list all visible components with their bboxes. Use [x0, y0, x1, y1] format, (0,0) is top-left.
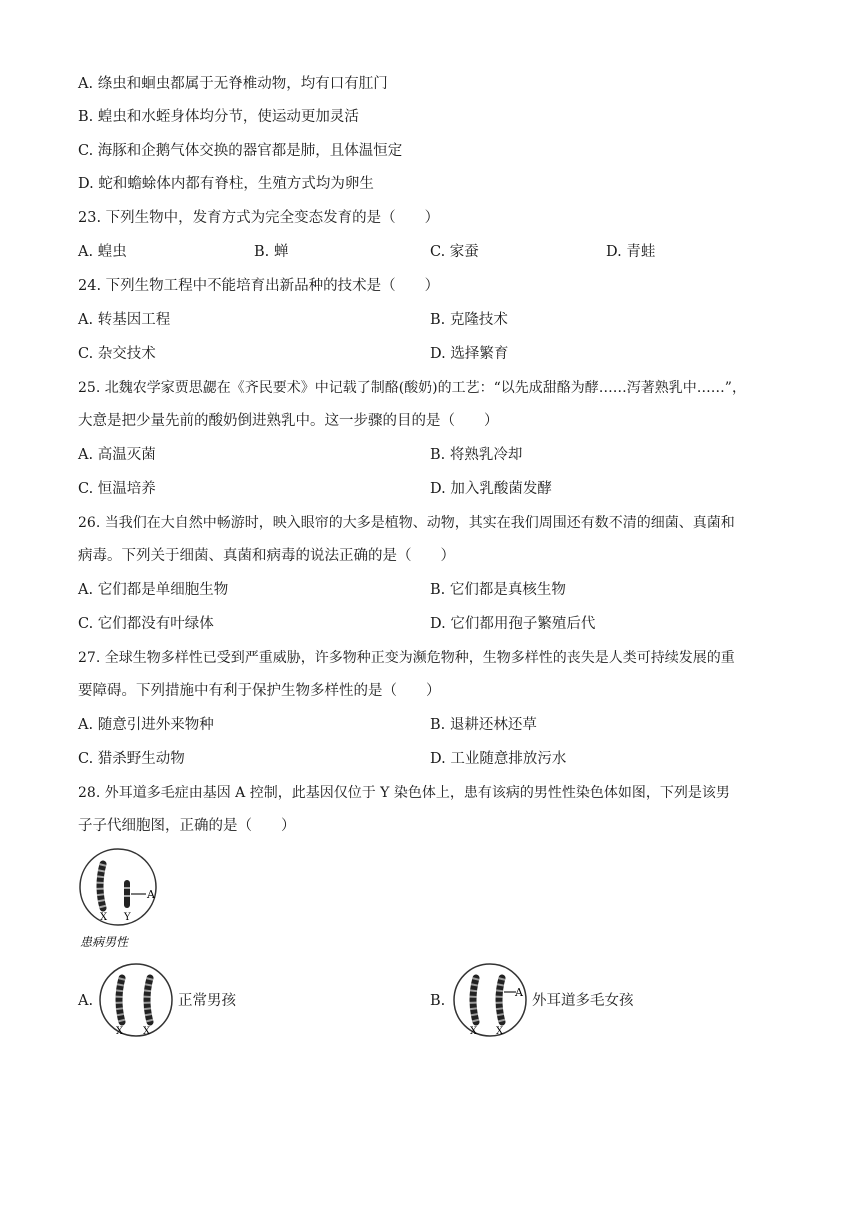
x-chromosome	[100, 864, 103, 908]
q22-option-b: B. 蝗虫和水蛭身体均分节，使运动更加灵活	[78, 109, 359, 125]
cell-outline	[80, 849, 156, 925]
q26-option-d: D. 它们都用孢子繁殖后代	[430, 616, 596, 632]
q28-stem-line2: 子子代细胞图，正确的是（ ）	[78, 818, 296, 834]
q26-stem-line2: 病毒。下列关于细菌、真菌和病毒的说法正确的是（ ）	[78, 548, 455, 564]
q24-option-c: C. 杂交技术	[78, 346, 156, 362]
q28-option-a-letter: A.	[78, 993, 94, 1009]
y-chromosome	[124, 880, 130, 908]
q26-option-a: A. 它们都是单细胞生物	[78, 582, 229, 598]
gene-label: A	[515, 986, 523, 999]
option-a-cell-figure	[98, 962, 178, 1042]
q28-option-b-label: 外耳道多毛女孩	[532, 993, 634, 1009]
q26-stem-line1: 26. 当我们在大自然中畅游时，映入眼帘的大多是植物、动物，其实在我们周围还有数不清的细菌、真菌和	[78, 515, 735, 531]
q28-stem-line1: 28. 外耳道多毛症由基因 A 控制，此基因仅位于 Y 染色体上，患有该病的男性性染色体如图，下列是该男	[78, 785, 730, 801]
q22-option-c: C. 海豚和企鹅气体交换的器官都是肺，且体温恒定	[78, 143, 403, 159]
q26-option-b: B. 它们都是真核生物	[430, 582, 566, 598]
q28-option-b-letter: B.	[430, 993, 446, 1009]
q27-option-b: B. 退耕还林还草	[430, 717, 537, 733]
q27-option-d: D. 工业随意排放污水	[430, 751, 567, 767]
cell-outline	[100, 964, 172, 1036]
affected-male-cell-figure	[78, 846, 164, 952]
q24-option-b: B. 克隆技术	[430, 312, 508, 328]
q25-option-d: D. 加入乳酸菌发酵	[430, 481, 552, 497]
q23-stem: 23. 下列生物中，发育方式为完全变态发育的是（ ）	[78, 210, 440, 226]
q26-option-c: C. 它们都没有叶绿体	[78, 616, 214, 632]
option-b-cell-figure	[452, 962, 532, 1042]
q22-option-a: A. 绦虫和蛔虫都属于无脊椎动物，均有口有肛门	[78, 76, 388, 92]
q24-stem: 24. 下列生物工程中不能培育出新品种的技术是（ ）	[78, 278, 440, 294]
q27-option-a: A. 随意引进外来物种	[78, 717, 214, 733]
figure-caption: 患病男性	[80, 935, 129, 949]
chromosome-label-x: X	[100, 912, 108, 923]
q27-stem-line2: 要障碍。下列措施中有利于保护生物多样性的是（ ）	[78, 683, 441, 699]
q24-option-d: D. 选择繁育	[430, 346, 509, 362]
chromosome-label-x2: X	[143, 1026, 151, 1037]
q25-option-b: B. 将熟乳冷却	[430, 447, 523, 463]
chromosome-label-x1: X	[116, 1026, 124, 1037]
q22-option-d: D. 蛇和蟾蜍体内都有脊柱，生殖方式均为卵生	[78, 176, 374, 192]
q25-stem-line2: 大意是把少量先前的酸奶倒进熟乳中。这一步骤的目的是（ ）	[78, 413, 499, 429]
q23-option-c: C. 家蚕	[430, 244, 479, 260]
q25-stem-line1: 25. 北魏农学家贾思勰在《齐民要术》中记载了制酪(酸奶)的工艺：“以先成甜酪为酵……泻著熟乳中……”，	[78, 380, 746, 396]
chromosome-label-y: Y	[124, 912, 131, 923]
q23-option-d: D. 青蛙	[606, 244, 656, 260]
q28-option-a-label: 正常男孩	[178, 993, 236, 1009]
q23-option-b: B. 蝉	[254, 244, 289, 260]
chromosome-label-x2: X	[496, 1026, 504, 1037]
cell-outline	[454, 964, 526, 1036]
q24-option-a: A. 转基因工程	[78, 312, 171, 328]
q25-option-a: A. 高温灭菌	[78, 447, 156, 463]
q25-option-c: C. 恒温培养	[78, 481, 156, 497]
q27-option-c: C. 猎杀野生动物	[78, 751, 185, 767]
q23-option-a: A. 蝗虫	[78, 244, 127, 260]
q27-stem-line1: 27. 全球生物多样性已受到严重威胁，许多物种正变为濒危物种，生物多样性的丧失是人类可持续发展的重	[78, 650, 735, 666]
gene-label: A	[147, 888, 155, 901]
chromosome-label-x1: X	[470, 1026, 478, 1037]
